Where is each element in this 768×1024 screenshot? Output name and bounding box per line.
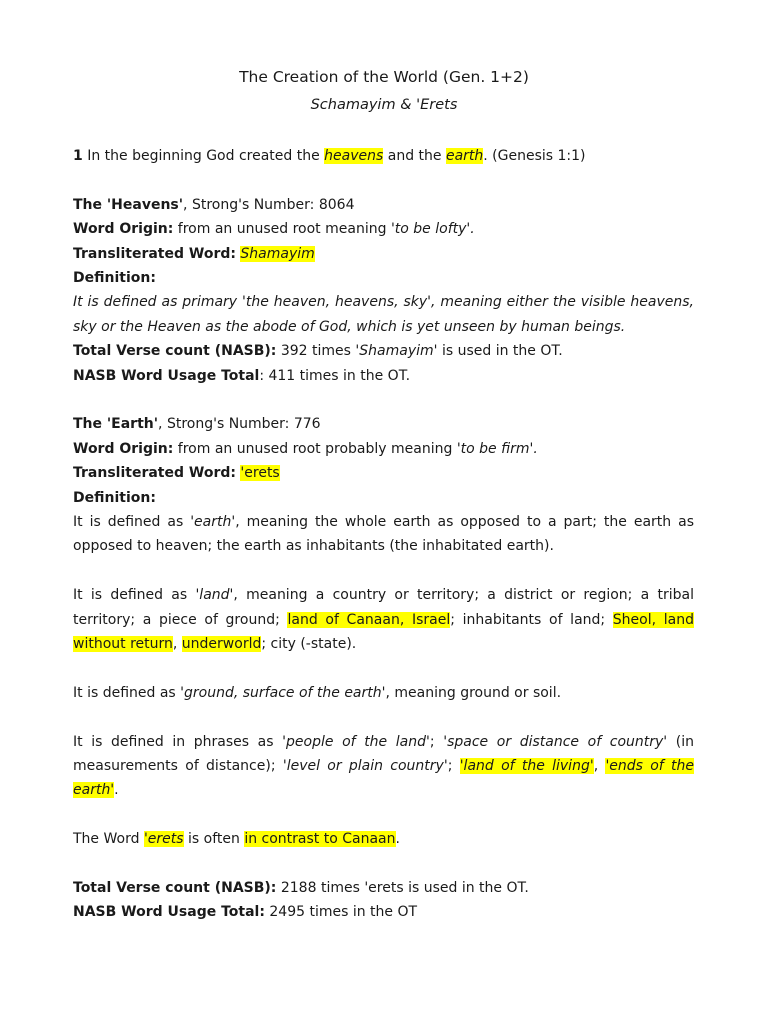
earth-definition-1: It is defined as 'earth', meaning the whole earth as opposed to a part; the earth as opposed to heaven; the earth as inhabitants (the inhabitated earth). (73, 514, 694, 555)
highlight-heavens: heavens (324, 148, 384, 164)
verse-number: 1 (73, 148, 83, 164)
highlight-earth: earth (445, 148, 484, 164)
earth-definition-label: Definition: (73, 489, 156, 506)
heavens-usage-total: NASB Word Usage Total: 411 times in the OT. (73, 367, 411, 384)
highlight-erets-word: 'erets (143, 831, 184, 848)
earth-origin: Word Origin: from an unused root probably meaning 'to be firm'. (73, 440, 538, 457)
highlight-land-of-the-living: 'land of the living' (459, 758, 594, 775)
heavens-heading: The 'Heavens', Strong's Number: 8064 (73, 196, 355, 213)
earth-transliterated: Transliterated Word: 'erets (73, 465, 280, 482)
earth-definition-2: It is defined as 'land', meaning a country or territory; a district or region; a tribal territory; a piece of ground; land of Canaan, Israel; inhabitants of land; Sheol, land without return, underworld; city (-state). (73, 587, 695, 653)
highlight-land-of-canaan: land of Canaan, Israel (287, 611, 451, 628)
earth-definition-4: It is defined in phrases as 'people of the land'; 'space or distance of country' (in measurements of distance); 'level or plain country'; 'land of the living', 'ends of the earth'. (73, 733, 695, 799)
earth-verse-count: Total Verse count (NASB): 2188 times 'erets is used in the OT. (73, 880, 529, 897)
heavens-origin: Word Origin: from an unused root meaning 'to be lofty'. (73, 221, 475, 238)
heavens-verse-count: Total Verse count (NASB): 392 times 'Shamayim' is used in the OT. (73, 343, 563, 360)
highlight-underworld: underworld (181, 636, 262, 653)
earth-heading: The 'Earth', Strong's Number: 776 (73, 416, 321, 433)
document-body (73, 144, 694, 925)
earth-contrast: The Word 'erets is often in contrast to Canaan. (73, 831, 400, 848)
heavens-definition-label: Definition: (73, 270, 156, 287)
highlight-erets: 'erets (240, 465, 280, 482)
highlight-ends-of-the-earth: 'ends of the earth' (73, 758, 695, 799)
verse-line: 1 In the beginning God created the heavens and the earth. (Genesis 1:1) (73, 148, 586, 164)
highlight-sheol: Sheol, land without return (73, 611, 694, 653)
highlight-contrast-canaan: in contrast to Canaan (244, 831, 396, 848)
heavens-definition: It is defined as primary 'the heaven, heavens, sky', meaning either the visible heavens, sky or the Heaven as the abode of God, which is yet unseen by human beings. (73, 294, 694, 335)
earth-definition-3: It is defined as 'ground, surface of the earth', meaning ground or soil. (73, 684, 562, 701)
page-subtitle: Schamayim & 'Erets (310, 97, 458, 113)
highlight-shamayim: Shamayim (240, 245, 315, 262)
earth-usage-total: NASB Word Usage Total: 2495 times in the OT (73, 904, 418, 921)
heavens-transliterated: Transliterated Word: Shamayim (73, 245, 315, 262)
page-title: The Creation of the World (Gen. 1+2) (239, 68, 529, 86)
